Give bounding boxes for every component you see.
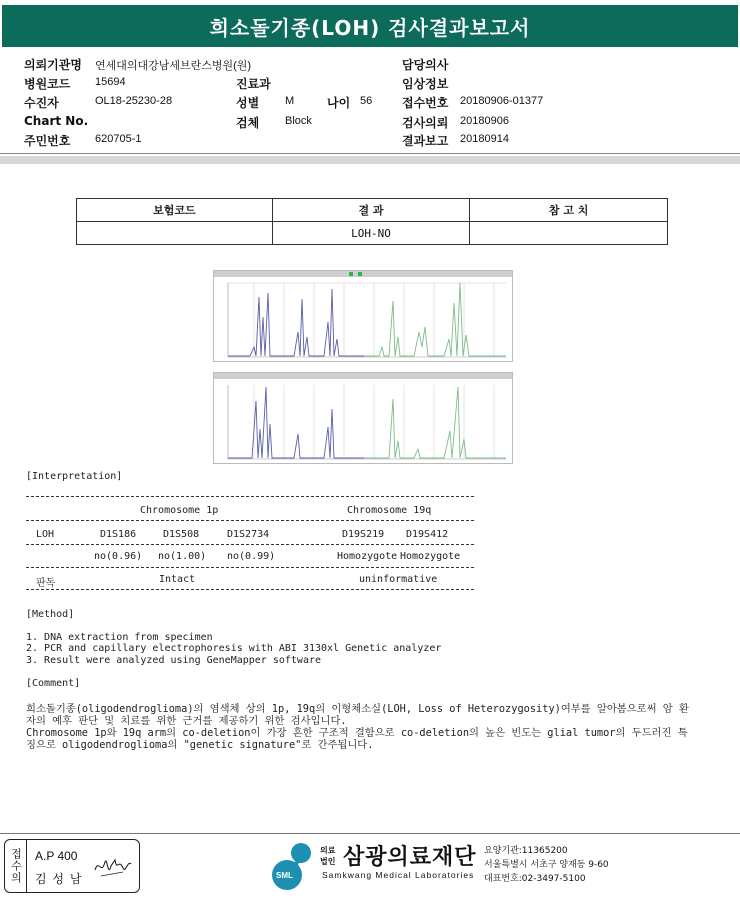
panel-titlebar <box>214 373 512 379</box>
method-item: 2. PCR and capillary electrophoresis with ABI 3130xl Genetic analyzer <box>26 643 442 654</box>
chromosome-19q-header: Chromosome 19q <box>347 505 432 516</box>
contact-phone: 대표번호:02-3497-5100 <box>484 874 586 884</box>
dept-label: 진료과 <box>236 77 271 91</box>
comment-line: 희소돌기종(oligodendroglioma)의 염색체 상의 1p, 19q의 이형체소실(LOH, Loss of Heterozygosity)여부를 알아봄으로써 암 환 <box>26 703 689 715</box>
sig-side-label: 접수의 <box>5 840 27 892</box>
hospital-code-label: 병원코드 <box>24 77 71 91</box>
value-d1s508: no(1.00) <box>158 551 207 562</box>
result-cell: LOH-NO <box>272 222 470 245</box>
sig-code: A.P 400 <box>35 849 78 863</box>
footer-divider <box>0 833 740 834</box>
trace-plot-2 <box>214 379 512 463</box>
collector-value: OL18-25230-28 <box>95 95 173 107</box>
report-header <box>2 5 738 47</box>
loh-label: LOH <box>36 529 55 540</box>
institution-value: 연세대의대강남세브란스병원(원) <box>95 60 252 72</box>
comment-heading: [Comment] <box>26 678 81 689</box>
contact-address: 서울특별시 서초구 양재동 9-60 <box>484 860 609 870</box>
org-name: 삼광의료재단 <box>343 845 477 870</box>
report-date-value: 20180914 <box>460 133 509 145</box>
result-row <box>77 222 668 245</box>
info-divider <box>0 153 740 154</box>
comment-line: Chromosome 1p와 19q arm의 co-deletion이 가장 흔한 구조적 결함으로 co-deletion의 높은 빈도는 glial tumor의 두드러진 특 <box>26 727 688 739</box>
sml-logo-icon <box>270 840 320 892</box>
method-heading: [Method] <box>26 609 75 620</box>
sex-label: 성별 <box>236 96 260 110</box>
value-d1s186: no(0.96) <box>94 551 143 562</box>
electropherogram-tumor <box>213 270 513 362</box>
result-table <box>76 198 668 245</box>
doctor-label: 담당의사 <box>402 58 449 72</box>
interp-rule <box>26 567 474 568</box>
specimen-value: Block <box>285 115 312 127</box>
value-d19s412: Homozygote <box>400 551 461 562</box>
method-item: 3. Result were analyzed using GeneMapper software <box>26 655 322 666</box>
age-value: 56 <box>360 95 373 107</box>
sex-value: M <box>285 95 295 107</box>
status-dot-icon <box>349 272 353 276</box>
org-prefix-2: 법인 <box>320 857 336 866</box>
interpretation-heading: [Interpretation] <box>26 471 123 482</box>
marker-d1s186: D1S186 <box>100 529 137 540</box>
marker-d1s2734: D1S2734 <box>227 529 270 540</box>
panel-titlebar <box>214 271 512 277</box>
trace-plot-1 <box>214 277 512 361</box>
reference-header: 참 고 치 <box>470 199 668 222</box>
report-title: 희소돌기종(LOH) 검사결과보고서 <box>209 15 531 40</box>
org-prefix-1: 의료 <box>320 846 336 855</box>
method-item: 1. DNA extraction from specimen <box>26 632 213 643</box>
report-date-label: 결과보고 <box>402 134 449 148</box>
interp-rule <box>26 589 474 590</box>
resident-label: 주민번호 <box>24 134 71 148</box>
interp-rule <box>26 544 474 545</box>
institution-label: 의뢰기관명 <box>24 58 82 72</box>
marker-d1s508: D1S508 <box>163 529 200 540</box>
org-english: Samkwang Medical Laboratories <box>322 870 475 880</box>
hospital-code-value: 15694 <box>95 76 126 88</box>
specimen-label: 검체 <box>236 116 260 130</box>
request-label: 검사의뢰 <box>402 116 449 130</box>
sig-name: 김 성 남 <box>35 872 83 886</box>
reference-cell <box>470 222 668 245</box>
handwritten-signature <box>93 852 133 882</box>
section-band <box>0 156 740 164</box>
collector-label: 수진자 <box>24 96 59 110</box>
marker-d19s412: D19S412 <box>406 529 449 540</box>
interp-rule <box>26 520 474 521</box>
verdict-19q: uninformative <box>359 574 438 585</box>
chart-label: Chart No. <box>24 114 89 128</box>
age-label: 나이 <box>327 96 351 110</box>
receipt-value: 20180906-01377 <box>460 95 544 107</box>
insurance-code-header: 보험코드 <box>77 199 273 222</box>
comment-line: 징으로 oligodendroglioma의 "genetic signature"로 간주됩니다. <box>26 739 374 751</box>
signature-box <box>4 839 140 893</box>
comment-line: 자의 예후 판단 및 치료를 위한 근거를 제공하기 위한 검사입니다. <box>26 715 347 727</box>
interp-rule <box>26 496 474 497</box>
clinical-label: 임상정보 <box>402 77 449 91</box>
logo-text: SML <box>276 871 293 880</box>
result-header-row <box>77 199 668 222</box>
insurance-code-cell <box>77 222 273 245</box>
marker-d19s219: D19S219 <box>342 529 385 540</box>
electropherogram-normal <box>213 372 513 464</box>
value-d1s2734: no(0.99) <box>227 551 276 562</box>
value-d19s219: Homozygote <box>337 551 398 562</box>
verdict-1p: Intact <box>159 574 196 585</box>
contact-code: 요양기관:11365200 <box>484 846 568 856</box>
result-header: 결 과 <box>272 199 470 222</box>
receipt-label: 접수번호 <box>402 96 449 110</box>
status-dot-icon <box>358 272 362 276</box>
request-value: 20180906 <box>460 115 509 127</box>
chromosome-1p-header: Chromosome 1p <box>140 505 219 516</box>
resident-value: 620705-1 <box>95 133 142 145</box>
verdict-label: 판독 <box>36 578 56 589</box>
